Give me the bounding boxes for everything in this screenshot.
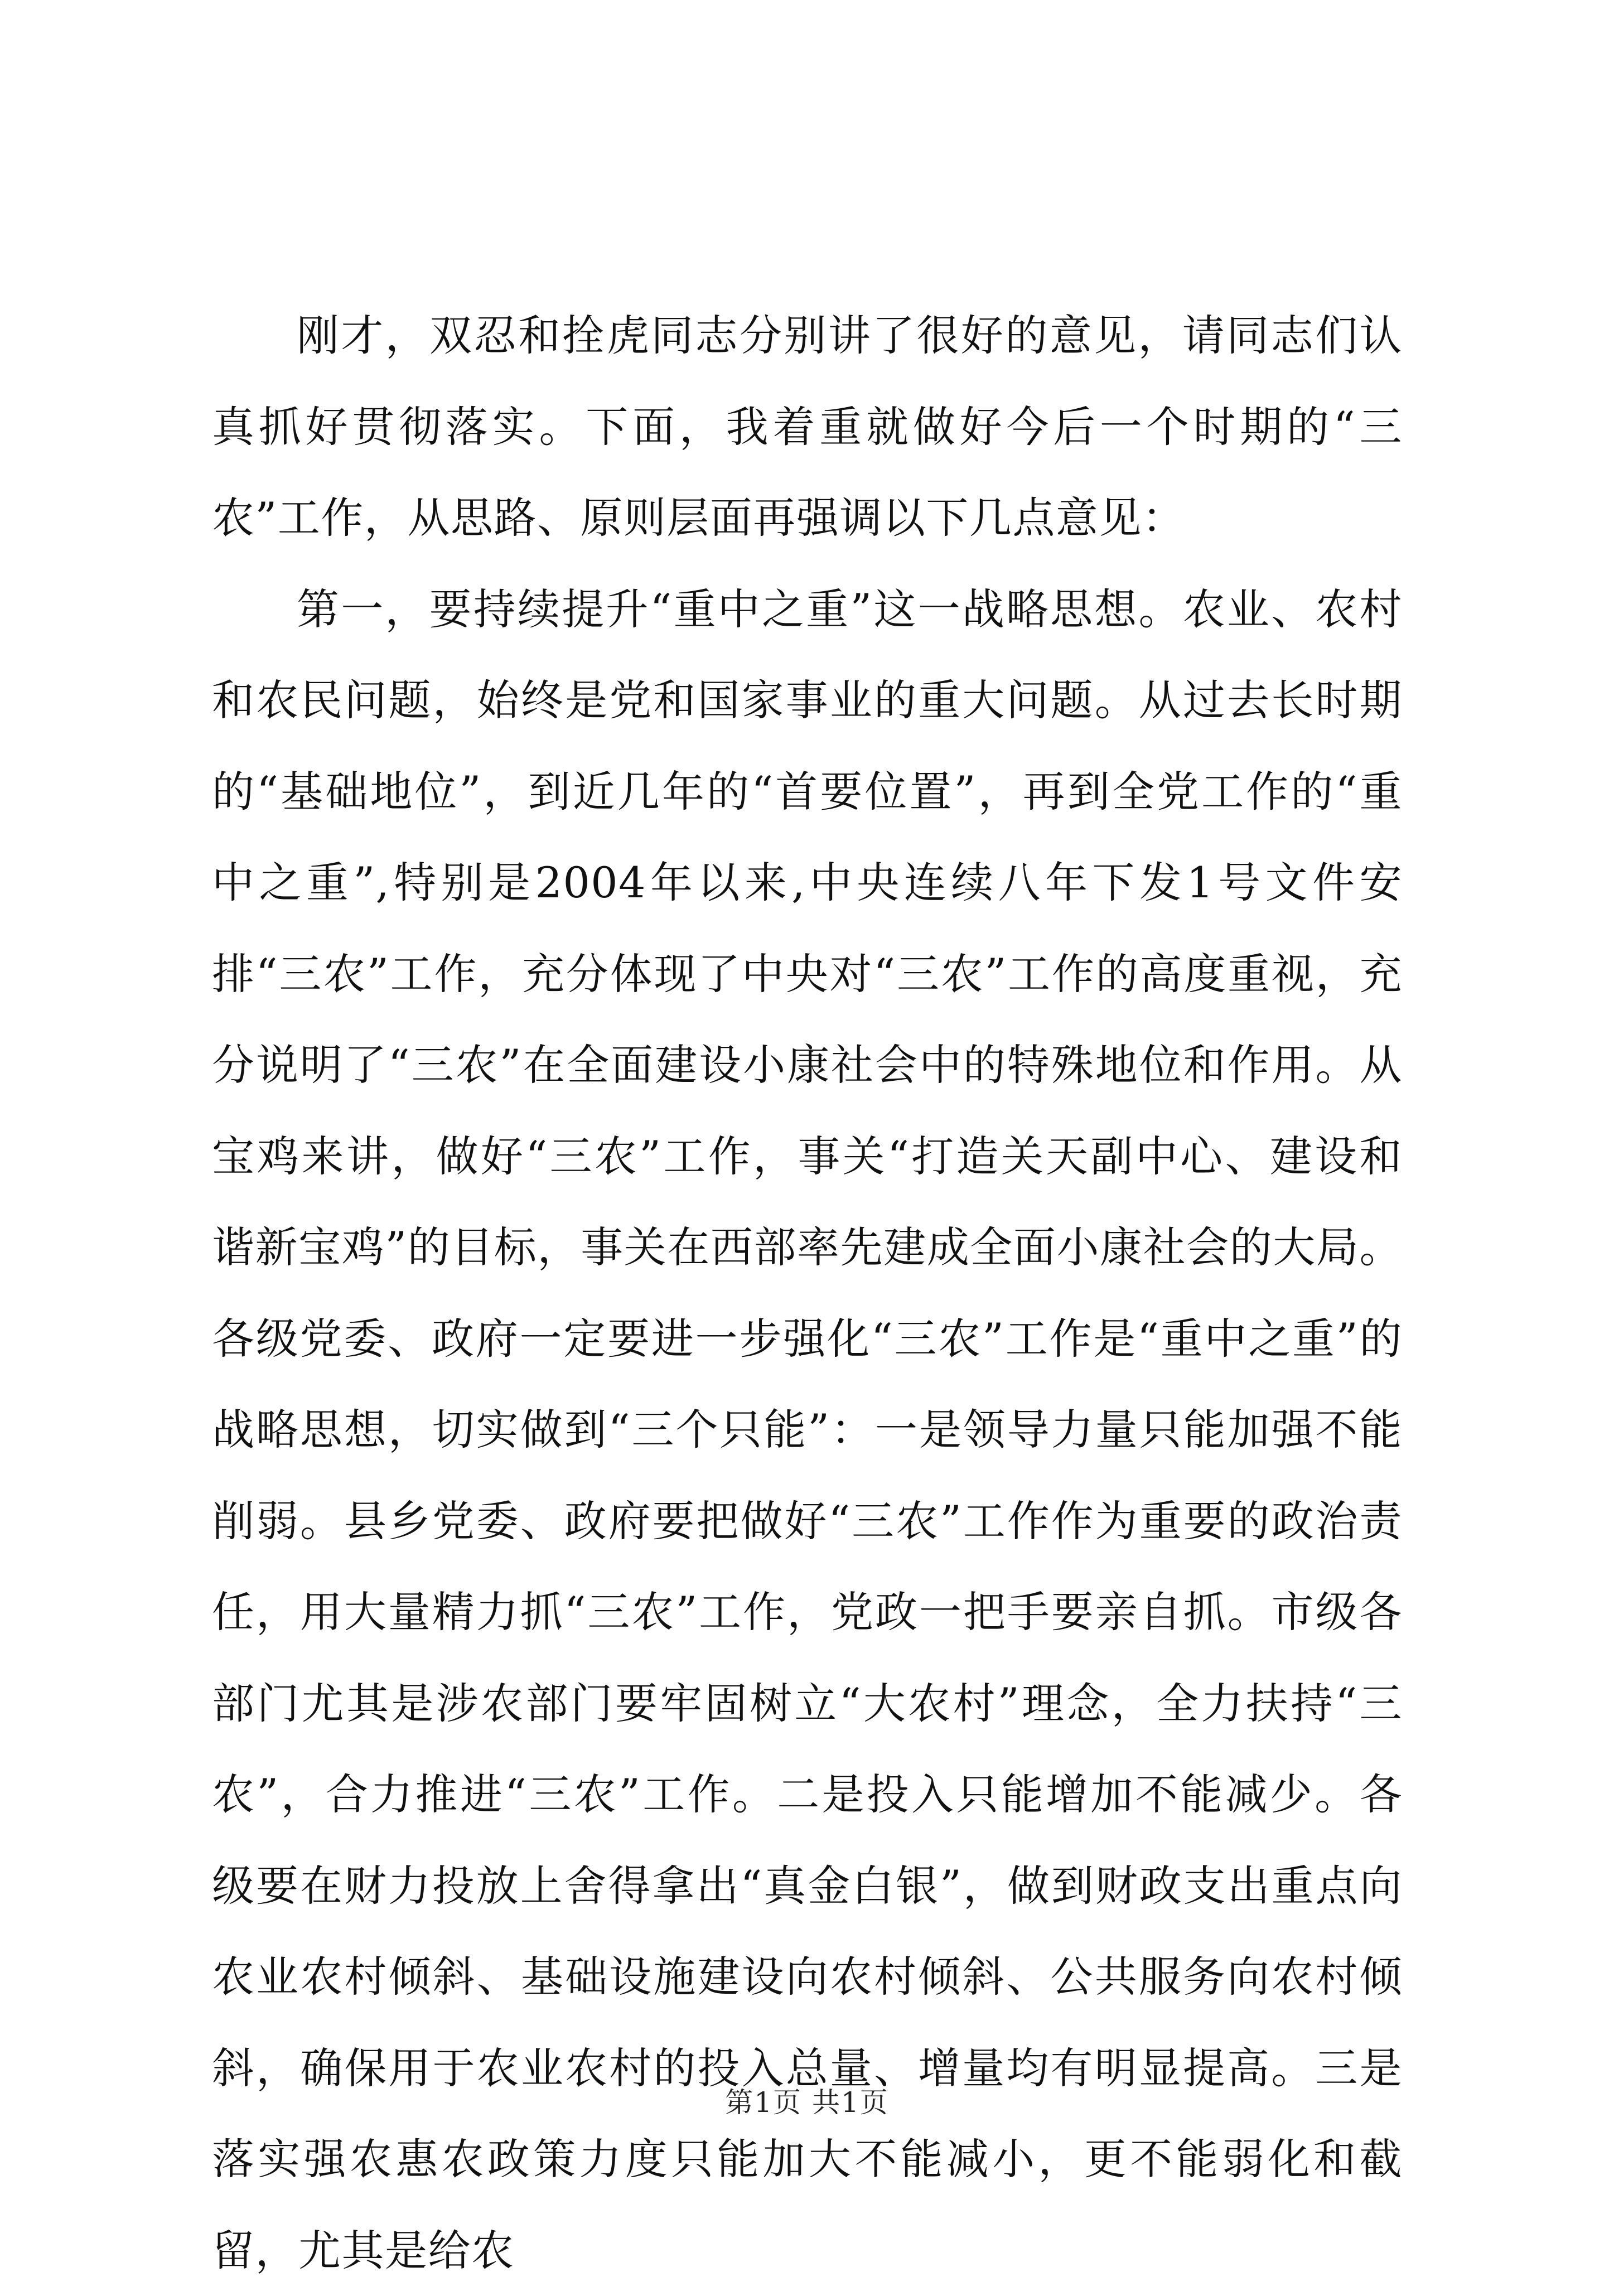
document-body xyxy=(212,290,1403,2296)
page-footer: 第1页 共1页 xyxy=(0,2083,1614,2122)
paragraph-intro: 刚才，双忍和拴虎同志分别讲了很好的意见，请同志们认真抓好贯彻落实。下面，我着重就做好今后一个时期的“三农”工作，从思路、原则层面再强调以下几点意见： xyxy=(212,290,1403,564)
paragraph-first-point: 第一，要持续提升“重中之重”这一战略思想。农业、农村和农民问题，始终是党和国家事业的重大问题。从过去长时期的“基础地位”，到近几年的“首要位置”，再到全党工作的“重中之重”,特别是2004年以来,中央连续八年下发1号文件安排“三农”工作，充分体现了中央对“三农”工作的高度重视，充分说明了“三农”在全面建设小康社会中的特殊地位和作用。从宝鸡来讲，做好“三农”工作，事关“打造关天副中心、建设和谐新宝鸡”的目标，事关在西部率先建成全面小康社会的大局。各级党委、政府一定要进一步强化“三农”工作是“重中之重”的战略思想，切实做到“三个只能”：一是领导力量只能加强不能削弱。县乡党委、政府要把做好“三农”工作作为重要的政治责任，用大量精力抓“三农”工作，党政一把手要亲自抓。市级各部门尤其是涉农部门要牢固树立“大农村”理念，全力扶持“三农”，合力推进“三农”工作。二是投入只能增加不能减少。各级要在财力投放上舍得拿出“真金白银”，做到财政支出重点向农业农村倾斜、基础设施建设向农村倾斜、公共服务向农村倾斜，确保用于农业农村的投入总量、增量均有明显提高。三是落实强农惠农政策力度只能加大不能减小，更不能弱化和截留，尤其是给农 xyxy=(212,564,1403,2296)
